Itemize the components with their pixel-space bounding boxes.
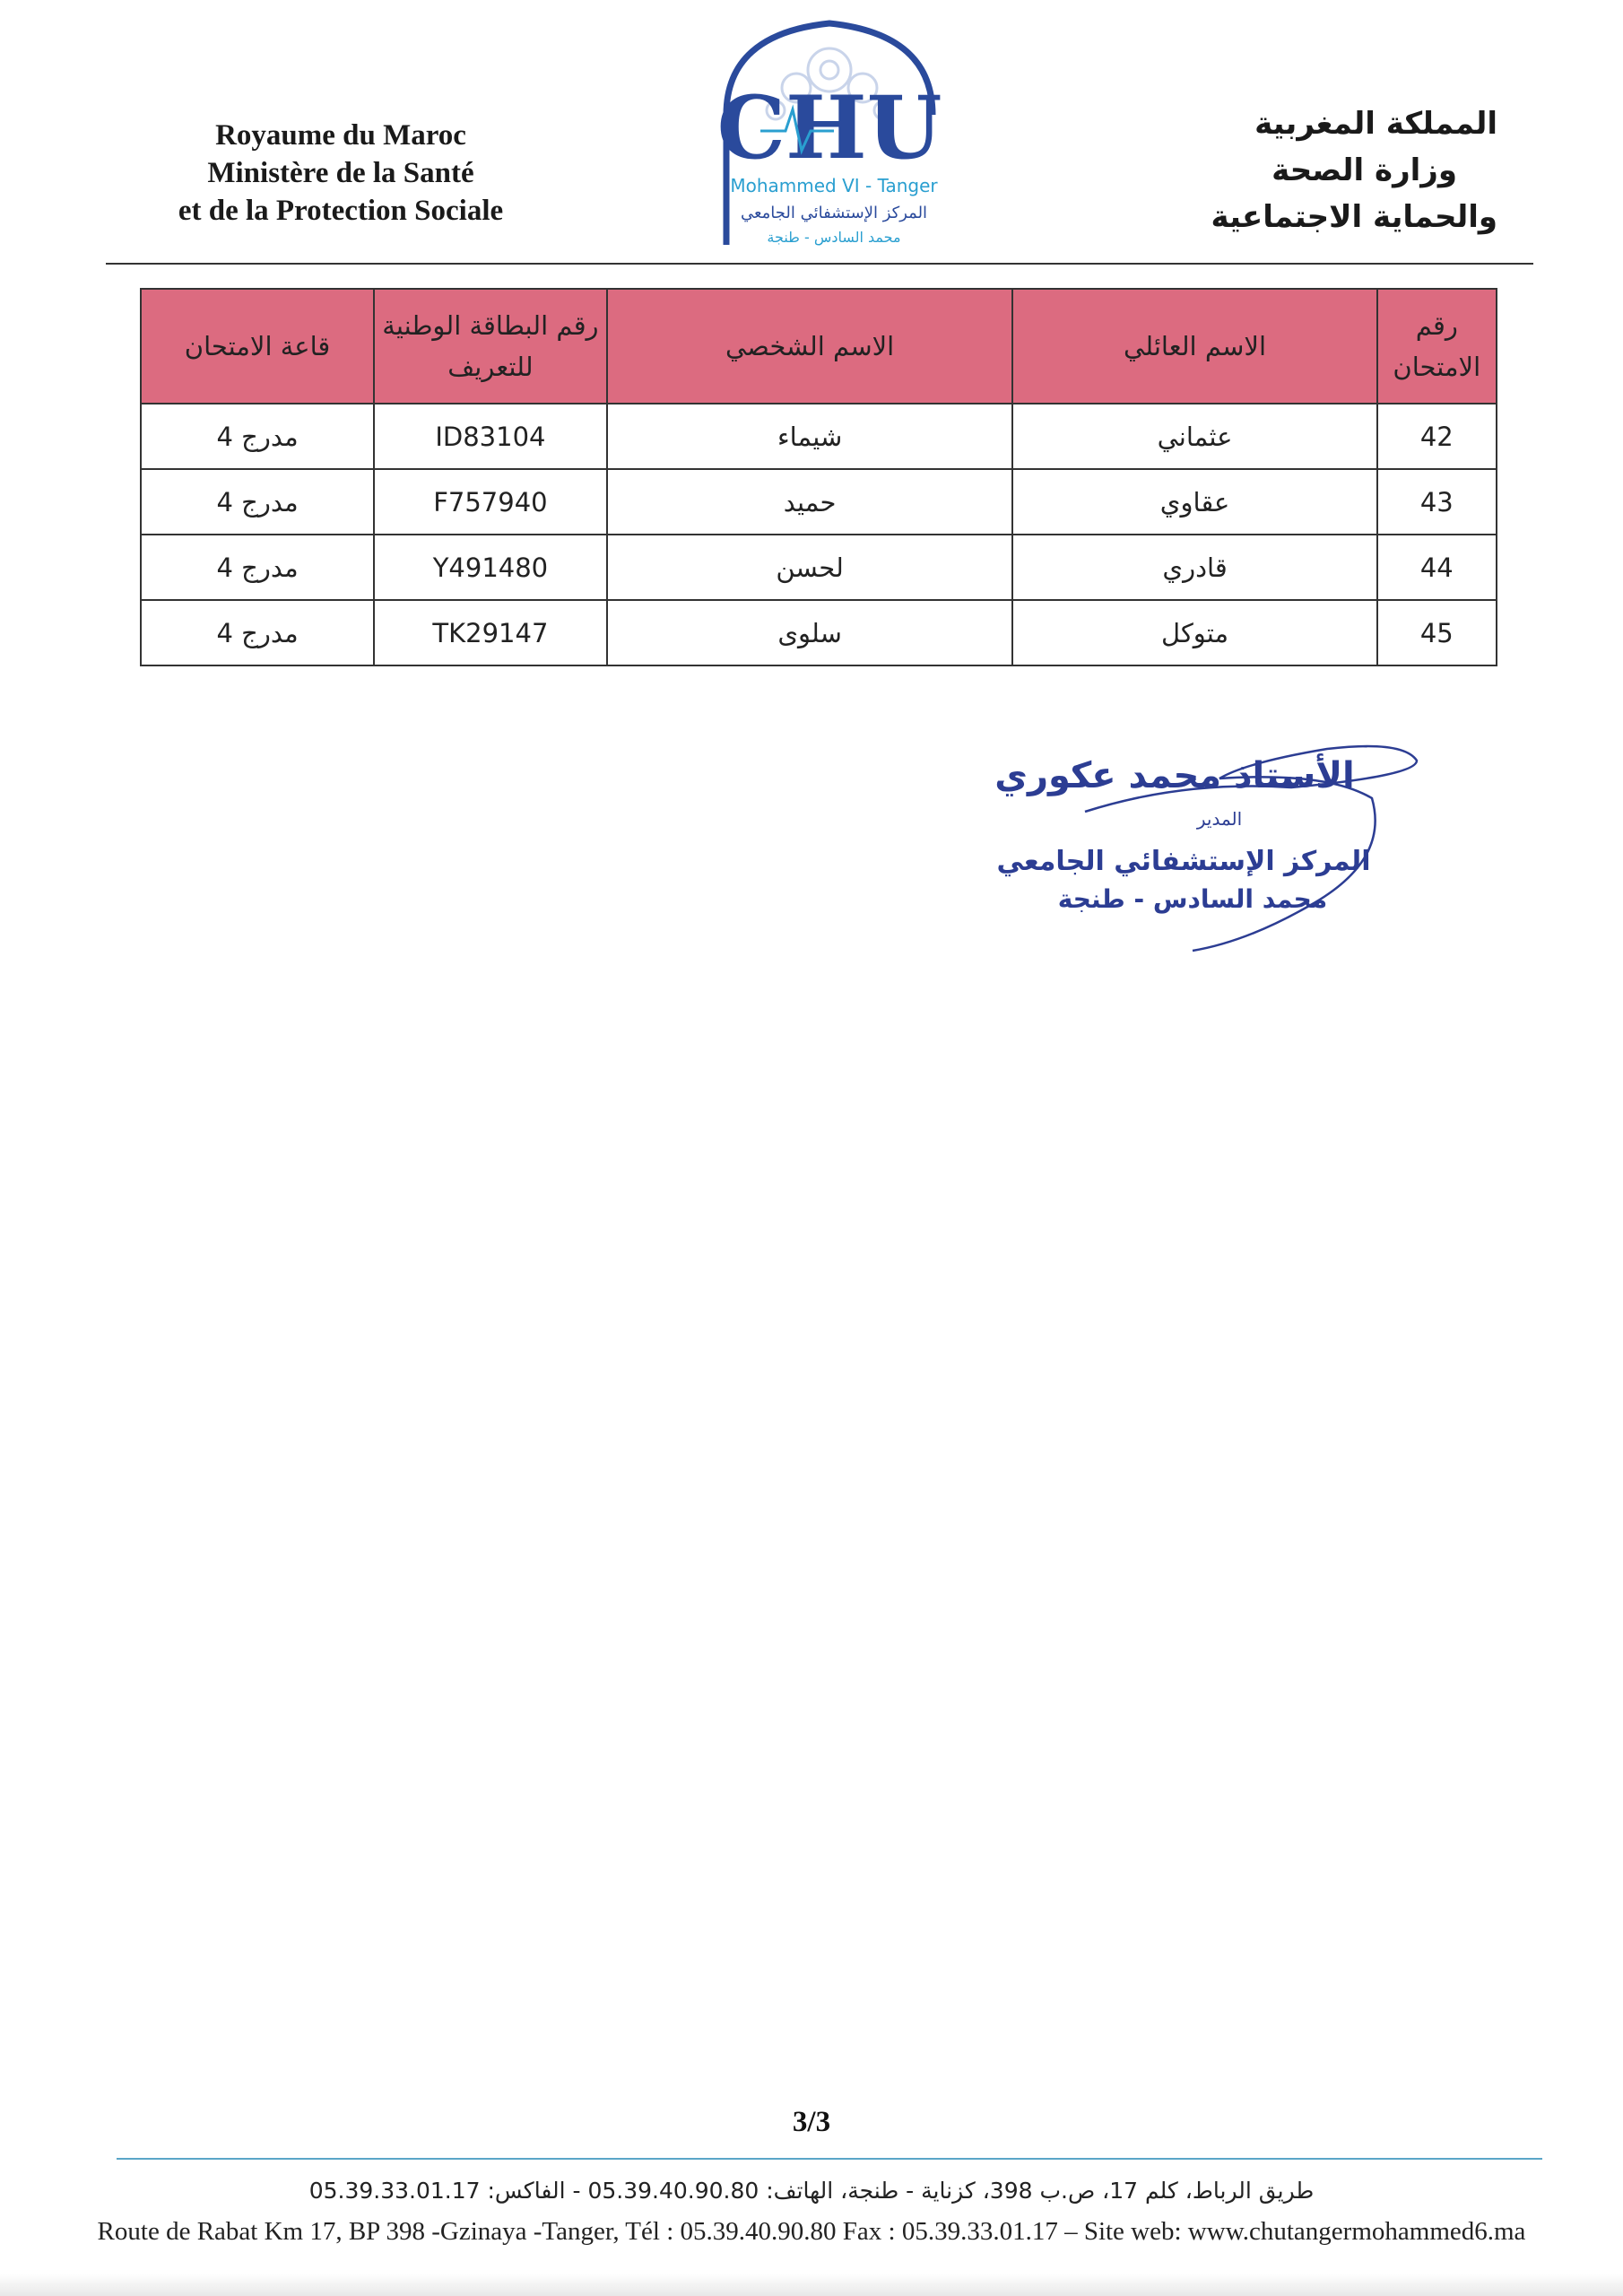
chu-logo <box>699 16 959 254</box>
stamp-org-1: المركز الإستشفائي الجامعي <box>996 846 1371 877</box>
cell-exam-hall: مدرج 4 <box>141 535 374 600</box>
cell-exam-hall: مدرج 4 <box>141 404 374 469</box>
footer-divider <box>117 2158 1542 2160</box>
cell-family-name: عقاوي <box>1012 469 1376 535</box>
table-row <box>141 469 1497 535</box>
page-number: 3/3 <box>792 2106 831 2138</box>
cell-national-id: TK29147 <box>374 600 607 665</box>
cell-national-id: ID83104 <box>374 404 607 469</box>
cell-national-id: F757940 <box>374 469 607 535</box>
header-arabic <box>1121 100 1497 240</box>
table-row <box>141 404 1497 469</box>
logo-arabic-2: محمد السادس - طنجة <box>767 229 901 246</box>
cell-family-name: متوكل <box>1012 600 1376 665</box>
ministry-ar: وزارة الصحة <box>1271 152 1457 188</box>
stamp-org-2: محمد السادس - طنجة <box>1057 884 1328 914</box>
director-stamp <box>950 735 1435 960</box>
scan-edge <box>0 2274 1623 2296</box>
kingdom-ar: المملكة المغربية <box>1254 106 1497 142</box>
footer-address-ar: طريق الرباط، كلم 17، ص.ب 398، كزناية - طنجة، الهاتف: 05.39.40.90.80 - الفاكس: 05.39.33.01.17 <box>308 2178 1315 2204</box>
logo-subtitle: Mohammed VI - Tanger <box>730 175 938 196</box>
logo-arabic-1: المركز الإستشفائي الجامعي <box>740 204 928 222</box>
table-row <box>141 535 1497 600</box>
cell-exam-number: 43 <box>1377 469 1497 535</box>
col-first-name: الاسم الشخصي <box>607 289 1013 404</box>
col-national-id: رقم البطاقة الوطنية للتعريف <box>374 289 607 404</box>
col-exam-number: رقم الامتحان <box>1377 289 1497 404</box>
ministry-ar-2: والحماية الاجتماعية <box>1211 199 1497 235</box>
cell-first-name: حميد <box>607 469 1013 535</box>
table-header-row <box>141 289 1497 404</box>
cell-family-name: قادري <box>1012 535 1376 600</box>
kingdom-fr: Royaume du Maroc <box>215 119 466 152</box>
cell-exam-hall: مدرج 4 <box>141 600 374 665</box>
ministry-fr: Ministère de la Santé <box>207 157 474 189</box>
stamp-name: الأستاذ محمد عكوري <box>994 755 1355 796</box>
header-french <box>135 117 547 230</box>
col-family-name: الاسم العائلي <box>1012 289 1376 404</box>
logo-mark: CHU <box>716 77 942 178</box>
cell-family-name: عثماني <box>1012 404 1376 469</box>
col-exam-hall: قاعة الامتحان <box>141 289 374 404</box>
table-row <box>141 600 1497 665</box>
cell-national-id: Y491480 <box>374 535 607 600</box>
footer-address-fr: Route de Rabat Km 17, BP 398 -Gzinaya -Tanger, Tél : 05.39.40.90.80 Fax : 05.39.33.01.17 – Site web: www.chutangermohammed6.ma <box>97 2217 1526 2246</box>
ministry-fr-2: et de la Protection Sociale <box>178 195 504 227</box>
header-divider <box>106 263 1533 265</box>
candidates-table <box>140 288 1497 666</box>
stamp-role: المدير <box>1196 808 1243 830</box>
cell-exam-number: 45 <box>1377 600 1497 665</box>
cell-exam-number: 44 <box>1377 535 1497 600</box>
cell-exam-hall: مدرج 4 <box>141 469 374 535</box>
cell-exam-number: 42 <box>1377 404 1497 469</box>
cell-first-name: لحسن <box>607 535 1013 600</box>
cell-first-name: شيماء <box>607 404 1013 469</box>
cell-first-name: سلوى <box>607 600 1013 665</box>
